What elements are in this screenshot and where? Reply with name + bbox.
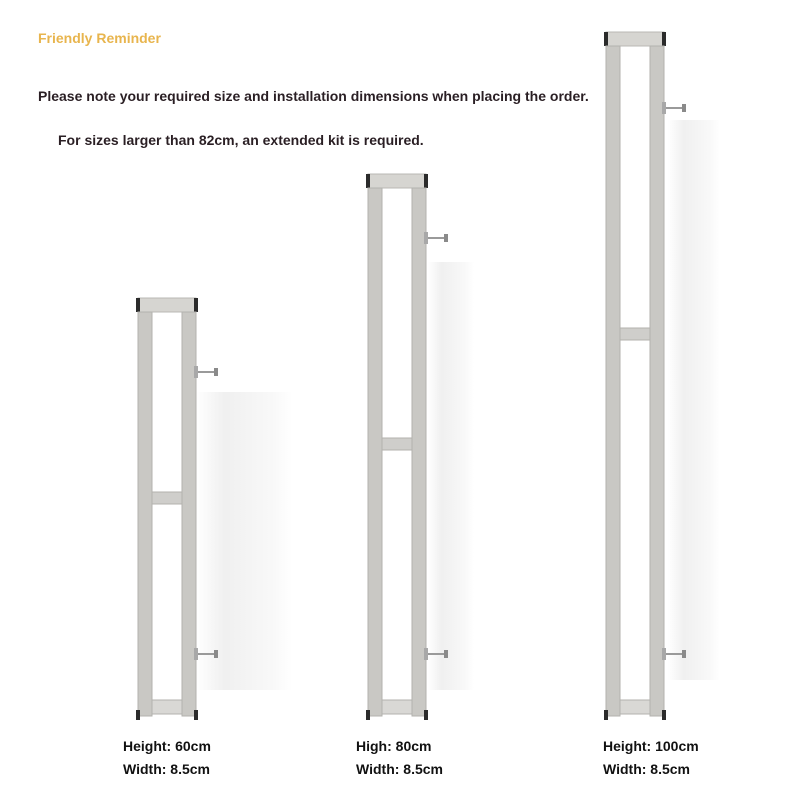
width-label: Width: 8.5cm [356, 761, 443, 777]
caption-60cm [123, 735, 211, 781]
width-label: Width: 8.5cm [123, 761, 210, 777]
towel-rail-100cm-image [598, 24, 698, 724]
reminder-heading: Friendly Reminder [38, 30, 161, 46]
height-label: High: 80cm [356, 738, 432, 754]
caption-80cm [356, 735, 443, 781]
width-label: Width: 8.5cm [603, 761, 690, 777]
reminder-note-size: Please note your required size and installation dimensions when placing the order. [38, 88, 589, 104]
towel-rail-60cm-image [130, 290, 230, 722]
height-label: Height: 60cm [123, 738, 211, 754]
caption-100cm [603, 735, 699, 781]
height-label: Height: 100cm [603, 738, 699, 754]
reminder-note-extended-kit: For sizes larger than 82cm, an extended kit is required. [58, 132, 424, 148]
towel-rail-80cm-image [360, 166, 460, 722]
